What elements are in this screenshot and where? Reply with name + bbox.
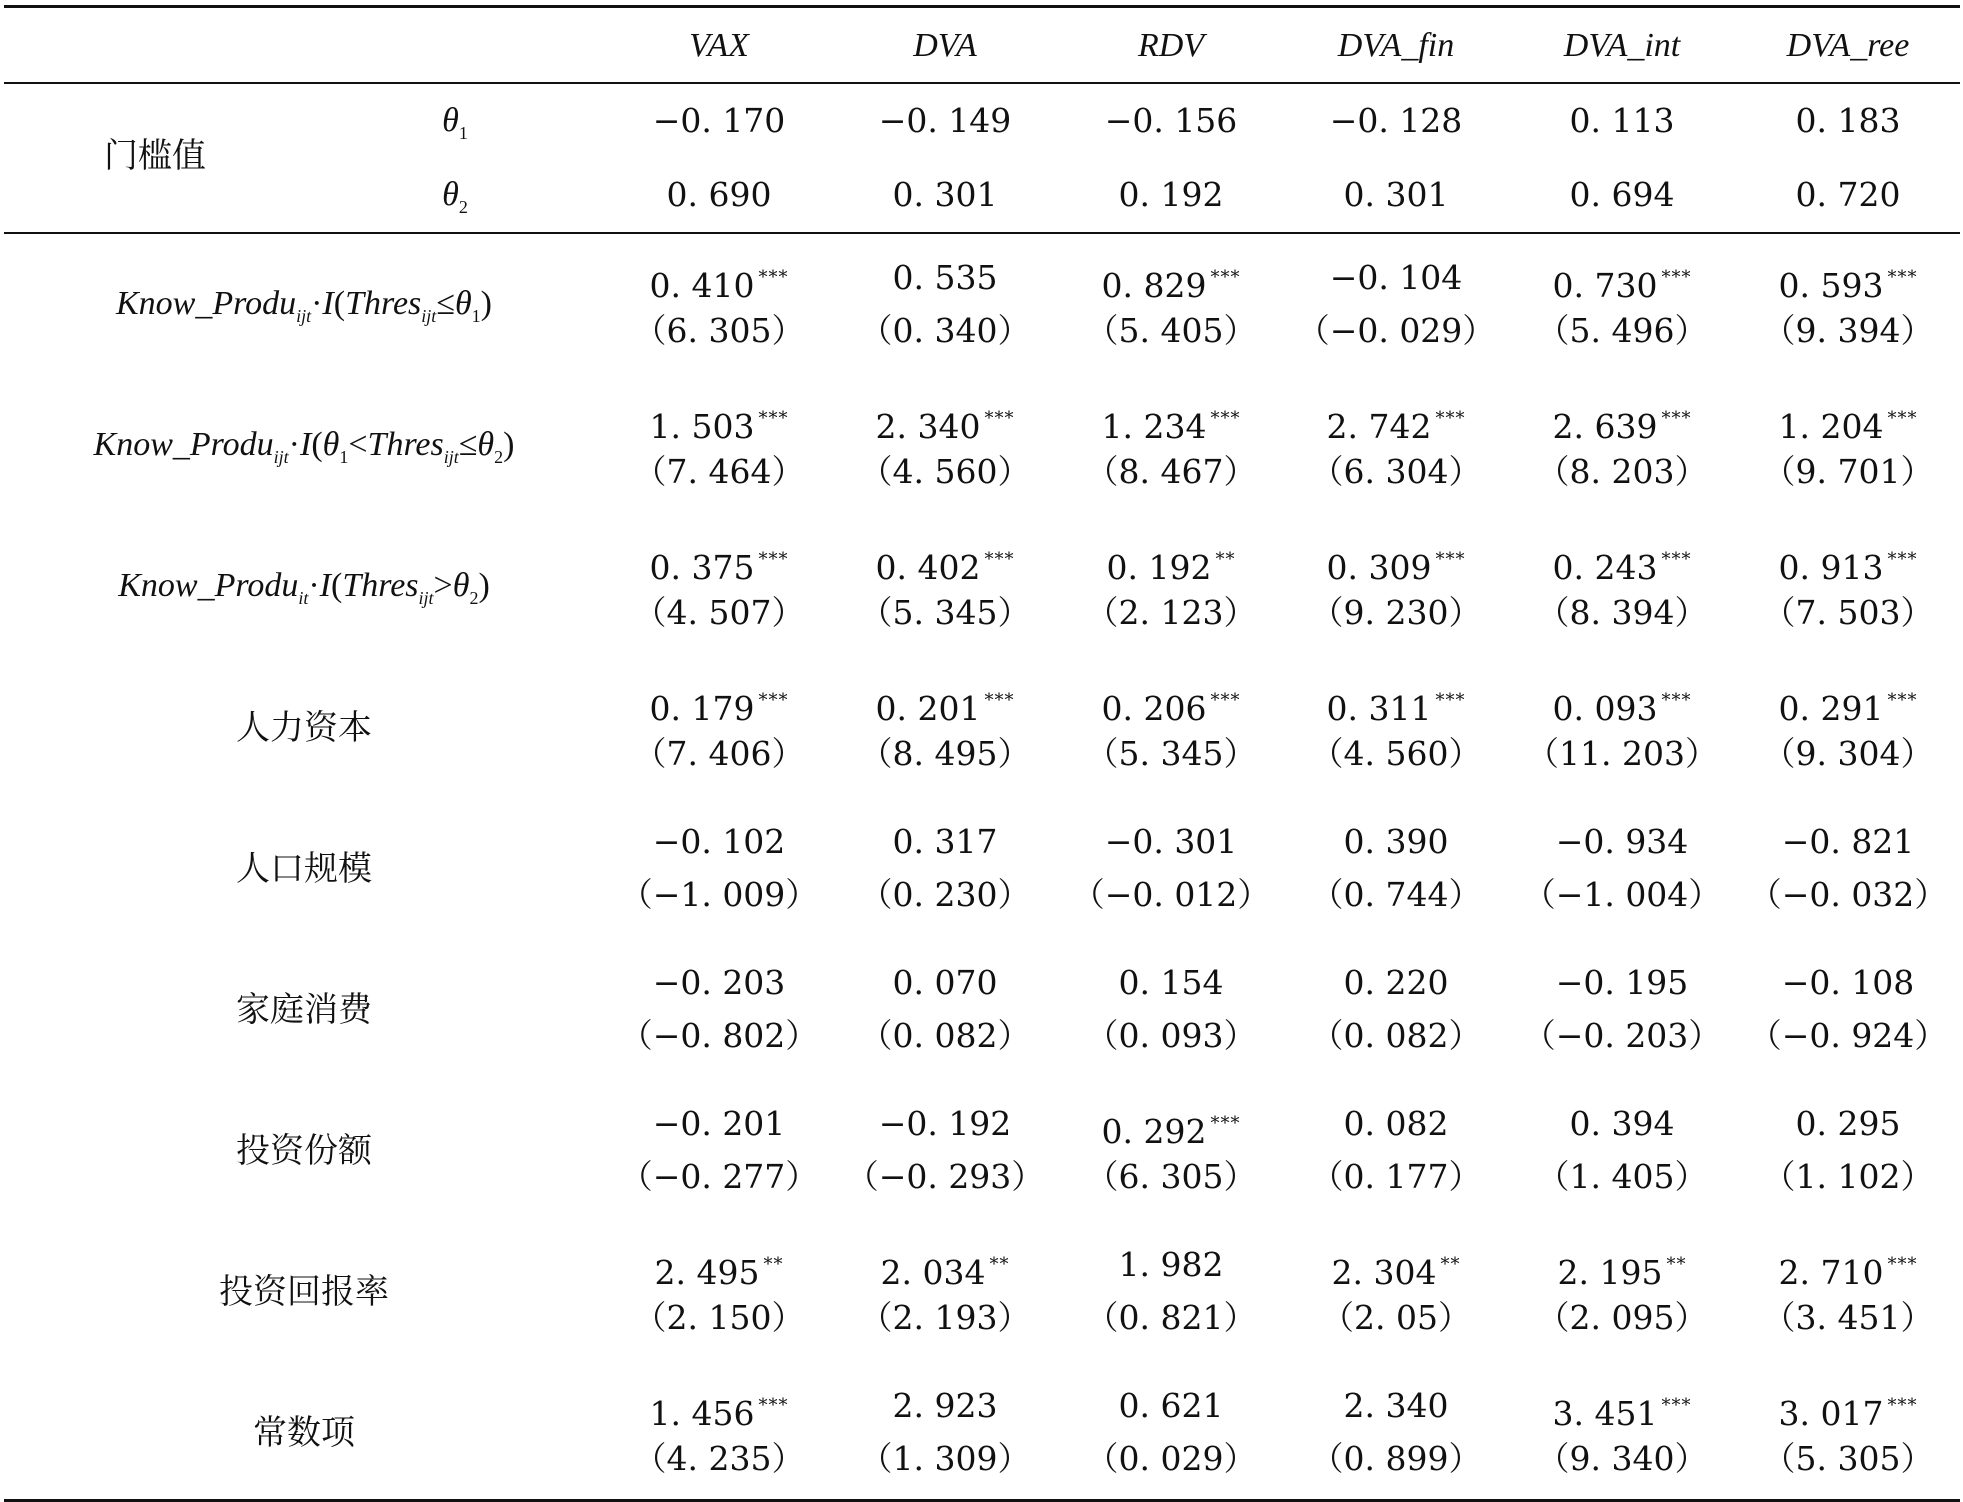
coef-cell — [1512, 1243, 1732, 1292]
t-stat-cell: （5. 496） — [1536, 311, 1708, 350]
coef-cell — [1512, 1384, 1732, 1433]
significance-stars: *** — [984, 408, 1015, 429]
coef-value: −0. 934 — [1555, 822, 1689, 861]
coef-value: 3. 017 — [1778, 1394, 1884, 1433]
coef-cell — [1738, 679, 1958, 728]
t-stat-cell: （8. 495） — [859, 734, 1031, 773]
t-stat-cell: （6. 305） — [1085, 1157, 1257, 1196]
coef-cell — [1738, 256, 1958, 305]
coef-value: 2. 304 — [1331, 1253, 1437, 1292]
coef-value: 0. 093 — [1552, 689, 1658, 728]
significance-stars: *** — [1887, 408, 1918, 429]
column-header-dva-ree: DVA_ree — [1786, 27, 1910, 64]
row-label: 常数项 — [253, 1413, 355, 1453]
coef-value: 2. 340 — [1343, 1386, 1449, 1425]
coef-cell — [609, 256, 829, 305]
t-stat-cell: （4. 507） — [633, 593, 805, 632]
coef-value: 0. 730 — [1552, 266, 1658, 305]
coef-value: −0. 192 — [878, 1104, 1012, 1143]
coef-cell — [1061, 1102, 1281, 1151]
significance-stars: *** — [1435, 549, 1466, 570]
header-rule — [4, 82, 1960, 84]
t-stat-cell: （7. 464） — [633, 452, 805, 491]
coef-cell — [1738, 1102, 1958, 1146]
coef-value: −0. 104 — [1329, 258, 1463, 297]
coef-value: 2. 710 — [1778, 1253, 1884, 1292]
t-stat-cell: （1. 309） — [859, 1439, 1031, 1478]
theta1-symbol: $\theta_1$ — [442, 102, 468, 143]
coef-cell — [609, 538, 829, 587]
t-stat-cell: （−1. 004） — [1522, 875, 1722, 914]
coef-cell — [609, 961, 829, 1005]
coef-value: 0. 390 — [1343, 822, 1449, 861]
theta2-value: 0. 301 — [1343, 175, 1449, 214]
coef-value: 0. 201 — [875, 689, 981, 728]
coef-cell — [1512, 1102, 1732, 1146]
significance-stars: *** — [1887, 549, 1918, 570]
coef-cell — [1512, 820, 1732, 864]
significance-stars: *** — [758, 408, 789, 429]
t-stat-cell: （2. 150） — [633, 1298, 805, 1337]
t-stat-cell: （0. 744） — [1310, 875, 1482, 914]
significance-stars: *** — [1210, 267, 1241, 288]
t-stat-cell: （0. 821） — [1085, 1298, 1257, 1337]
coef-cell — [835, 961, 1055, 1005]
coef-cell — [1061, 679, 1281, 728]
coef-cell — [1061, 397, 1281, 446]
coef-value: 0. 593 — [1778, 266, 1884, 305]
t-stat-cell: （8. 394） — [1536, 593, 1708, 632]
coef-cell — [835, 256, 1055, 300]
coef-cell — [1738, 397, 1958, 446]
regime-label-3: $Know\_Produ_{it}\cdot I(Thres_{ijt}>\theta_2)$ — [118, 567, 490, 608]
theta1-value: −0. 128 — [1329, 101, 1463, 140]
row-label: 投资份额 — [236, 1131, 372, 1171]
coef-cell — [1286, 256, 1506, 300]
coef-value: −0. 203 — [652, 963, 786, 1002]
coef-cell — [1061, 820, 1281, 864]
t-stat-cell: （2. 123） — [1085, 593, 1257, 632]
coef-cell — [1286, 1102, 1506, 1146]
coef-value: 0. 154 — [1118, 963, 1224, 1002]
significance-stars: *** — [1661, 408, 1692, 429]
t-stat-cell: （−1. 009） — [619, 875, 819, 914]
theta2-symbol: $\theta_2$ — [442, 176, 468, 217]
coef-value: −0. 108 — [1781, 963, 1915, 1002]
significance-stars: *** — [1210, 690, 1241, 711]
significance-stars: *** — [1661, 1395, 1692, 1416]
significance-stars: ** — [1215, 549, 1236, 570]
coef-cell — [1286, 1384, 1506, 1428]
t-stat-cell: （−0. 203） — [1522, 1016, 1722, 1055]
significance-stars: *** — [1887, 1254, 1918, 1275]
coef-value: 0. 311 — [1326, 689, 1432, 728]
significance-stars: *** — [758, 1395, 789, 1416]
coef-cell — [609, 1102, 829, 1146]
coef-value: −0. 301 — [1104, 822, 1238, 861]
coef-cell — [835, 397, 1055, 446]
significance-stars: ** — [989, 1254, 1010, 1275]
coef-value: 0. 621 — [1118, 1386, 1224, 1425]
t-stat-cell: （0. 230） — [859, 875, 1031, 914]
coef-value: 1. 503 — [649, 407, 755, 446]
coef-value: 0. 829 — [1101, 266, 1207, 305]
t-stat-cell: （−0. 012） — [1071, 875, 1271, 914]
t-stat-cell: （2. 193） — [859, 1298, 1031, 1337]
coef-cell — [1286, 538, 1506, 587]
coef-cell — [1061, 961, 1281, 1005]
t-stat-cell: （9. 304） — [1762, 734, 1934, 773]
coef-cell — [1738, 1243, 1958, 1292]
coef-value: 0. 402 — [875, 548, 981, 587]
coef-cell — [835, 820, 1055, 864]
t-stat-cell: （0. 082） — [859, 1016, 1031, 1055]
theta1-value: −0. 156 — [1104, 101, 1238, 140]
theta1-value: 0. 183 — [1795, 101, 1901, 140]
significance-stars: ** — [1440, 1254, 1461, 1275]
t-stat-cell: （0. 899） — [1310, 1439, 1482, 1478]
significance-stars: *** — [1210, 408, 1241, 429]
t-stat-cell: （4. 235） — [633, 1439, 805, 1478]
coef-value: 0. 192 — [1106, 548, 1212, 587]
t-stat-cell: （9. 701） — [1762, 452, 1934, 491]
theta1-value: −0. 170 — [652, 101, 786, 140]
coef-cell — [1512, 538, 1732, 587]
significance-stars: *** — [984, 690, 1015, 711]
significance-stars: *** — [758, 549, 789, 570]
coef-cell — [835, 538, 1055, 587]
t-stat-cell: （1. 405） — [1536, 1157, 1708, 1196]
coef-value: 2. 034 — [880, 1253, 986, 1292]
t-stat-cell: （4. 560） — [859, 452, 1031, 491]
coef-value: −0. 821 — [1781, 822, 1915, 861]
column-header-dva-int: DVA_int — [1563, 27, 1681, 64]
t-stat-cell: （4. 560） — [1310, 734, 1482, 773]
t-stat-cell: （5. 305） — [1762, 1439, 1934, 1478]
t-stat-cell: （7. 406） — [633, 734, 805, 773]
row-label: 人口规模 — [236, 849, 372, 889]
theta2-value: 0. 301 — [892, 175, 998, 214]
coef-value: 0. 535 — [892, 258, 998, 297]
theta1-value: 0. 113 — [1569, 101, 1675, 140]
significance-stars: *** — [1887, 267, 1918, 288]
coef-cell — [609, 679, 829, 728]
theta2-value: 0. 192 — [1118, 175, 1224, 214]
t-stat-cell: （0. 029） — [1085, 1439, 1257, 1478]
t-stat-cell: （5. 345） — [859, 593, 1031, 632]
coef-value: 0. 394 — [1569, 1104, 1675, 1143]
t-stat-cell: （0. 082） — [1310, 1016, 1482, 1055]
coef-value: 0. 220 — [1343, 963, 1449, 1002]
regime-label-2: $Know\_Produ_{ijt}\cdot I(\theta_1<Thres_{ijt}\le\theta_2)$ — [93, 426, 515, 467]
coef-value: 0. 179 — [649, 689, 755, 728]
top-rule — [4, 5, 1960, 8]
coef-cell — [1286, 397, 1506, 446]
coef-value: 0. 410 — [649, 266, 755, 305]
column-header-rdv: RDV — [1137, 27, 1205, 64]
significance-stars: ** — [763, 1254, 784, 1275]
t-stat-cell: （5. 345） — [1085, 734, 1257, 773]
t-stat-cell: （5. 405） — [1085, 311, 1257, 350]
t-stat-cell: （−0. 802） — [619, 1016, 819, 1055]
coef-value: 0. 317 — [892, 822, 998, 861]
t-stat-cell: （9. 230） — [1310, 593, 1482, 632]
coef-cell — [1738, 1384, 1958, 1433]
column-header-dva-fin: DVA_fin — [1337, 27, 1455, 64]
t-stat-cell: （1. 102） — [1762, 1157, 1934, 1196]
coef-cell — [1512, 397, 1732, 446]
coef-cell — [1286, 679, 1506, 728]
t-stat-cell: （−0. 032） — [1748, 875, 1948, 914]
significance-stars: *** — [984, 549, 1015, 570]
column-header-vax: VAX — [689, 27, 749, 64]
coef-value: −0. 195 — [1555, 963, 1689, 1002]
coef-cell — [1286, 820, 1506, 864]
t-stat-cell: （8. 467） — [1085, 452, 1257, 491]
t-stat-cell: （2. 05） — [1321, 1298, 1471, 1337]
t-stat-cell: （−0. 293） — [845, 1157, 1045, 1196]
coef-cell — [1286, 1243, 1506, 1292]
t-stat-cell: （6. 304） — [1310, 452, 1482, 491]
significance-stars: *** — [1887, 1395, 1918, 1416]
theta2-value: 0. 694 — [1569, 175, 1675, 214]
coef-value: 0. 291 — [1778, 689, 1884, 728]
regime-label-1: $Know\_Produ_{ijt}\cdot I(Thres_{ijt}\le\theta_1)$ — [115, 285, 492, 326]
t-stat-cell: （6. 305） — [633, 311, 805, 350]
t-stat-cell: （−0. 924） — [1748, 1016, 1948, 1055]
coef-value: 2. 340 — [875, 407, 981, 446]
coef-value: 0. 292 — [1101, 1112, 1207, 1151]
coef-value: 0. 082 — [1343, 1104, 1449, 1143]
coef-value: 1. 204 — [1778, 407, 1884, 446]
coef-value: 0. 206 — [1101, 689, 1207, 728]
coef-cell — [1286, 961, 1506, 1005]
coef-cell — [1512, 679, 1732, 728]
threshold-label: 门槛值 — [104, 136, 206, 176]
coef-cell — [609, 820, 829, 864]
coef-cell — [1738, 961, 1958, 1005]
coef-value: 1. 982 — [1118, 1245, 1224, 1284]
coef-cell — [1738, 538, 1958, 587]
coef-value: −0. 201 — [652, 1104, 786, 1143]
coef-cell — [1061, 256, 1281, 305]
coef-cell — [835, 679, 1055, 728]
t-stat-cell: （8. 203） — [1536, 452, 1708, 491]
coef-value: 2. 923 — [892, 1386, 998, 1425]
significance-stars: *** — [1435, 690, 1466, 711]
t-stat-cell: （2. 095） — [1536, 1298, 1708, 1337]
coef-cell — [1061, 538, 1281, 587]
significance-stars: *** — [1887, 690, 1918, 711]
threshold-rule — [4, 232, 1960, 234]
coef-value: 0. 375 — [649, 548, 755, 587]
coef-cell — [835, 1243, 1055, 1292]
coef-cell — [1512, 961, 1732, 1005]
row-label: 投资回报率 — [219, 1272, 389, 1312]
theta2-value: 0. 720 — [1795, 175, 1901, 214]
coef-value: −0. 102 — [652, 822, 786, 861]
coef-value: 0. 070 — [892, 963, 998, 1002]
theta1-value: −0. 149 — [878, 101, 1012, 140]
coef-cell — [609, 1243, 829, 1292]
t-stat-cell: （0. 340） — [859, 311, 1031, 350]
row-label: 人力资本 — [236, 708, 372, 748]
coef-cell — [1738, 820, 1958, 864]
coef-cell — [1061, 1243, 1281, 1287]
coef-value: 3. 451 — [1552, 1394, 1658, 1433]
theta2-value: 0. 690 — [666, 175, 772, 214]
t-stat-cell: （9. 394） — [1762, 311, 1934, 350]
significance-stars: *** — [1210, 1113, 1241, 1134]
coef-cell — [1512, 256, 1732, 305]
significance-stars: *** — [1661, 690, 1692, 711]
coef-value: 2. 495 — [654, 1253, 760, 1292]
coef-cell — [609, 397, 829, 446]
column-header-dva: DVA — [913, 27, 977, 64]
coef-cell — [835, 1102, 1055, 1146]
coef-value: 0. 309 — [1326, 548, 1432, 587]
coef-value: 1. 234 — [1101, 407, 1207, 446]
coef-value: 2. 742 — [1326, 407, 1432, 446]
coef-value: 1. 456 — [649, 1394, 755, 1433]
t-stat-cell: （11. 203） — [1526, 734, 1718, 773]
coef-value: 0. 913 — [1778, 548, 1884, 587]
t-stat-cell: （3. 451） — [1762, 1298, 1934, 1337]
significance-stars: *** — [1435, 408, 1466, 429]
coef-value: 2. 639 — [1552, 407, 1658, 446]
t-stat-cell: （0. 177） — [1310, 1157, 1482, 1196]
t-stat-cell: （9. 340） — [1536, 1439, 1708, 1478]
t-stat-cell: （0. 093） — [1085, 1016, 1257, 1055]
significance-stars: *** — [1661, 267, 1692, 288]
t-stat-cell: （−0. 029） — [1296, 311, 1496, 350]
significance-stars: ** — [1666, 1254, 1687, 1275]
significance-stars: *** — [1661, 549, 1692, 570]
coef-value: 2. 195 — [1557, 1253, 1663, 1292]
t-stat-cell: （7. 503） — [1762, 593, 1934, 632]
coef-value: 0. 243 — [1552, 548, 1658, 587]
significance-stars: *** — [758, 690, 789, 711]
coef-cell — [835, 1384, 1055, 1428]
coef-value: 0. 295 — [1795, 1104, 1901, 1143]
coef-cell — [1061, 1384, 1281, 1428]
significance-stars: *** — [758, 267, 789, 288]
coef-cell — [609, 1384, 829, 1433]
row-label: 家庭消费 — [236, 990, 372, 1030]
t-stat-cell: （−0. 277） — [619, 1157, 819, 1196]
